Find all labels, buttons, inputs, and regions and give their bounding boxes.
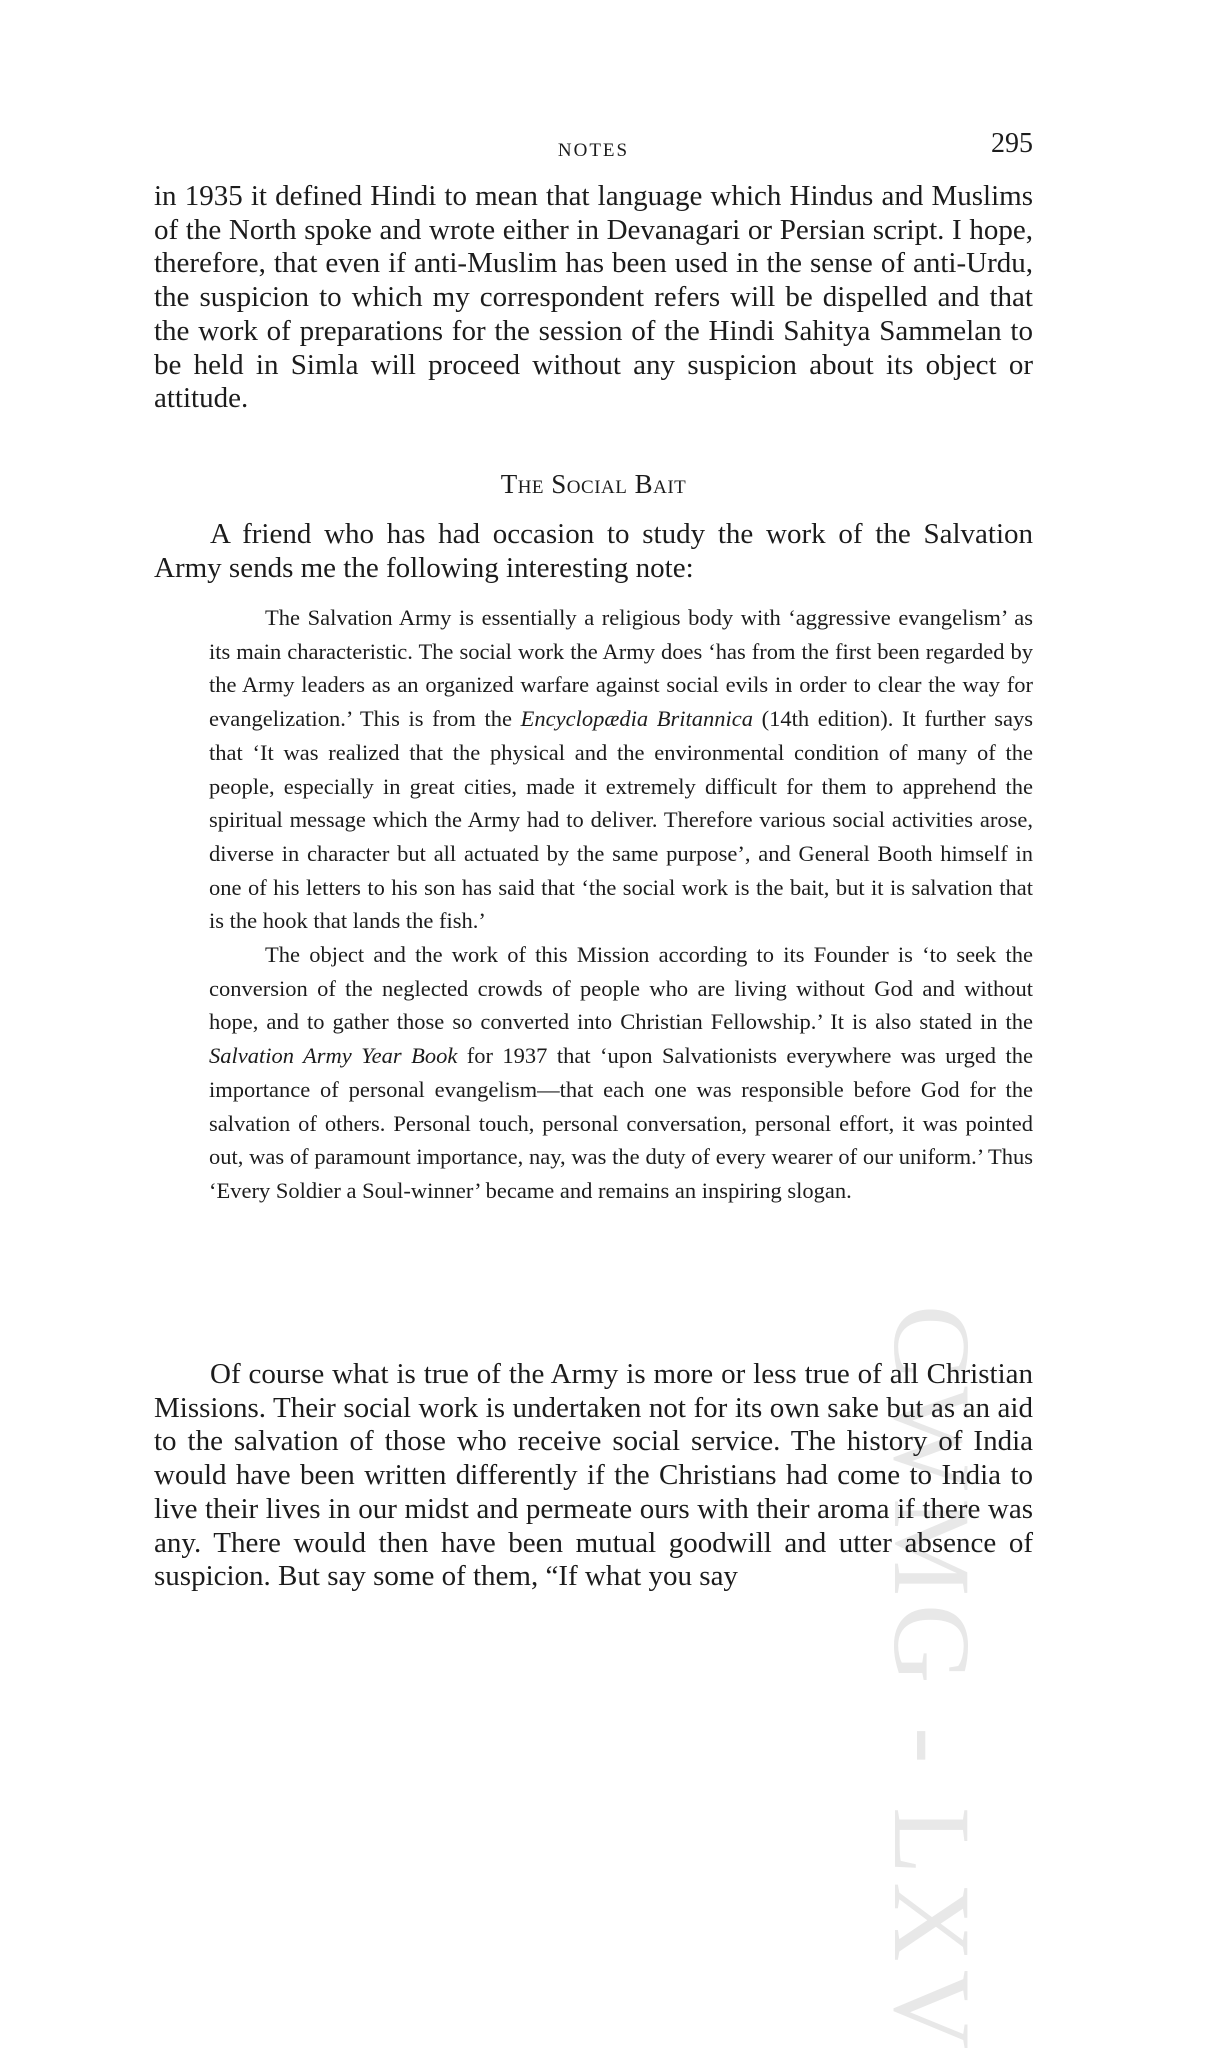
paragraph-text: in 1935 it defined Hindi to mean that language which Hindus and Muslims of the North spoke and wrote either in Devanagari or Persian script. I hope, therefore, that even if anti-Muslim has been used in the sense of anti-Urdu, the suspicion to which my correspondent refers will be dispelled and that the work of preparations for the session of the Hindi Sahitya Sammelan to be held in Simla will proceed without any suspicion about its object or attitude. xyxy=(154,180,1033,415)
quote-text: (14th edition). It further says that ‘It was realized that the physical and the environmental condition of many of the people, especially in great cities, made it extremely difficult for them to apprehend the spiritual message which the Army had to deliver. Therefore various social activities arose, diverse in character but all actuated by the same purpose’, and General Booth himself in one of his letters to his son has said that ‘the social work is the bait, but it is salvation that is the hook that lands the fish.’ xyxy=(209,706,1033,934)
running-header xyxy=(154,128,1033,168)
page-number: 295 xyxy=(991,128,1033,159)
watermark: CWMG - LXV xyxy=(871,1305,993,2057)
block-quote xyxy=(209,601,1033,1208)
paragraph-text: Of course what is true of the Army is more or less true of all Christian Missions. Their social work is undertaken not for its own sake but as an aid to the salvation of those who receive social service. The history of India would have been written differently if the Christians had come to India to live their lives in our midst and permeate ours with their aroma if there was any. There would then have been mutual goodwill and utter absence of suspicion. But say some of them, “If what you say xyxy=(154,1358,1033,1593)
body-paragraph-1 xyxy=(154,180,1033,416)
paragraph-text: A friend who has had occasion to study the work of the Salvation Army sends me the following interesting note: xyxy=(154,518,1033,584)
running-title: NOTES xyxy=(557,140,630,161)
quote-paragraph-2 xyxy=(209,938,1033,1208)
quote-paragraph-1 xyxy=(209,601,1033,938)
quote-text: for 1937 that ‘upon Salvationists everywhere was urged the importance of personal evangelism—that each one was responsible before God for the salvation of others. Personal touch, personal conversation, personal effort, it was pointed out, was of paramount importance, nay, was the duty of every wearer of our uniform.’ Thus ‘Every Soldier a Soul-winner’ became and remains an inspiring slogan. xyxy=(209,1043,1033,1203)
body-paragraph-3 xyxy=(154,1358,1033,1594)
body-paragraph-2 xyxy=(154,518,1033,585)
quote-text: The Salvation Army is essentially a religious body with ‘aggressive evangelism’ as its main characteristic. The social work the Army does ‘has from the first been regarded by the Army leaders as an organized warfare against social evils in order to clear the way for evangelization.’ This is from the xyxy=(209,605,1033,732)
book-title: Encyclopædia Britannica xyxy=(520,706,753,732)
section-heading: The Social Bait xyxy=(500,469,687,499)
book-title: Salvation Army Year Book xyxy=(209,1043,458,1069)
quote-text: The object and the work of this Mission according to its Founder is ‘to seek the conversion of the neglected crowds of people who are living without God and without hope, and to gather those so converted into Christian Fellowship.’ It is also stated in the xyxy=(209,942,1033,1035)
